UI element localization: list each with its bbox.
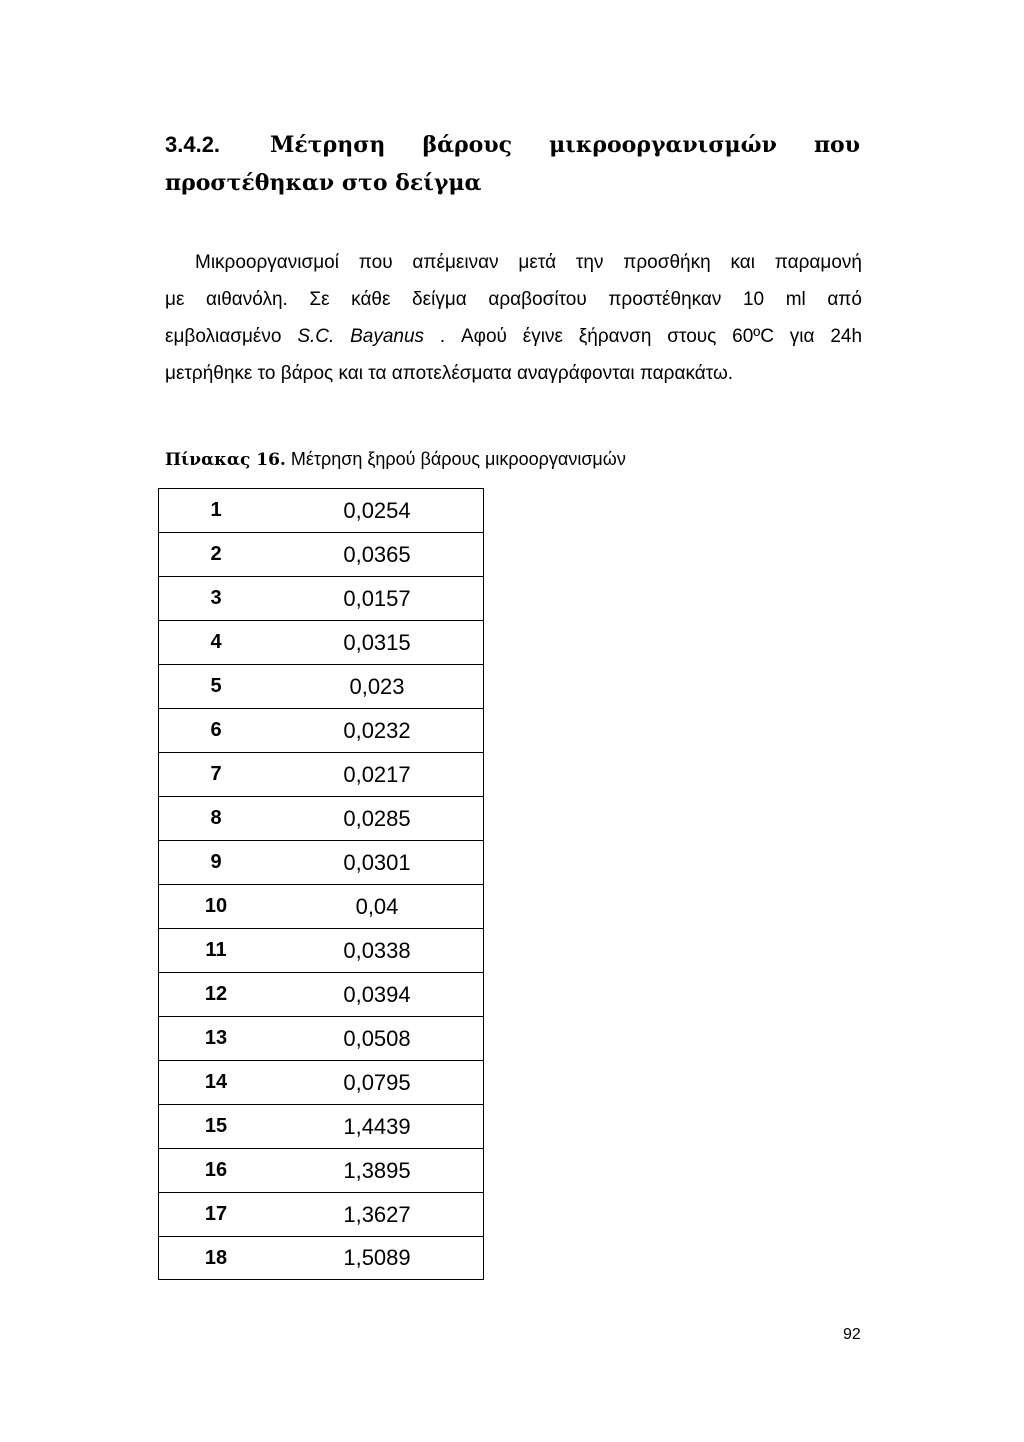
paragraph-line: Μικροοργανισμοί που απέμειναν μετά την προσθήκη και παραμονή — [195, 252, 862, 273]
dry-weight-cell: 1,3627 — [343, 1201, 411, 1227]
table-row — [159, 621, 483, 665]
table-row — [159, 709, 483, 753]
paragraph-text: . Αφού έγινε ξήρανση στους 60ºC για 24h — [439, 326, 863, 347]
sample-number-cell: 4 — [210, 631, 222, 653]
table-caption-text: Μέτρηση ξηρού βάρους μικροοργανισμών — [290, 449, 626, 469]
sample-number-cell: 15 — [204, 1115, 228, 1137]
page-number: 92 — [843, 1326, 861, 1343]
sample-number-cell: 6 — [210, 719, 222, 741]
paragraph-text: εμβολιασμένο — [165, 326, 282, 347]
section-title-line2: προστέθηκαν στο δείγμα — [165, 170, 482, 196]
table-row — [159, 489, 483, 533]
paragraph-line: μετρήθηκε το βάρος και τα αποτελέσματα αναγράφονται παρακάτω. — [165, 363, 734, 384]
table-row — [159, 753, 483, 797]
section-heading — [165, 126, 860, 202]
dry-weight-cell: 0,0365 — [343, 541, 411, 567]
dry-weight-cell: 0,0508 — [343, 1025, 411, 1051]
dry-weight-cell: 0,0285 — [343, 805, 411, 831]
sample-number-cell: 1 — [210, 499, 222, 521]
sample-number-cell: 5 — [210, 675, 222, 697]
dry-weight-cell: 0,0338 — [343, 937, 411, 963]
sample-number-cell: 3 — [210, 587, 222, 609]
sample-number-cell: 18 — [204, 1246, 228, 1269]
sample-number-cell: 10 — [204, 895, 228, 917]
dry-weight-cell: 1,3895 — [343, 1157, 411, 1183]
table-caption-label: Πίνακας 16. — [165, 450, 286, 470]
table-row — [159, 841, 483, 885]
dry-weight-cell: 0,0254 — [343, 497, 411, 523]
paragraph-line: με αιθανόλη. Σε κάθε δείγμα αραβοσίτου προστέθηκαν 10 ml από — [165, 289, 862, 310]
sample-number-cell: 9 — [210, 851, 222, 873]
dry-weight-cell: 0,0232 — [343, 717, 411, 743]
table-row — [159, 577, 483, 621]
body-paragraph — [165, 244, 862, 392]
table-row — [159, 885, 483, 929]
dry-weight-cell: 0,0157 — [343, 585, 411, 611]
table-row — [159, 929, 483, 973]
dry-weight-cell: 0,0394 — [343, 981, 411, 1007]
table-row — [159, 1061, 483, 1105]
sample-number-cell: 8 — [210, 807, 222, 829]
sample-number-cell: 14 — [204, 1071, 228, 1093]
sample-number-cell: 7 — [210, 763, 222, 785]
dry-weight-table — [158, 488, 484, 1280]
dry-weight-cell: 0,0795 — [343, 1069, 411, 1095]
table-caption — [165, 444, 626, 474]
table-row — [159, 533, 483, 577]
species-name: S.C. Bayanus — [297, 326, 425, 347]
sample-number-cell: 12 — [204, 983, 228, 1005]
dry-weight-cell: 0,0301 — [343, 849, 411, 875]
section-number: 3.4.2. — [165, 132, 221, 157]
sample-number-cell: 13 — [204, 1027, 228, 1049]
dry-weight-cell: 1,5089 — [343, 1245, 411, 1270]
dry-weight-cell: 1,4439 — [343, 1113, 411, 1139]
sample-number-cell: 17 — [204, 1203, 228, 1225]
section-title-line1: Μέτρηση βάρους μικροοργανισμών που — [270, 132, 860, 158]
table-row — [159, 1149, 483, 1193]
dry-weight-cell: 0,04 — [355, 893, 399, 919]
table-row — [159, 665, 483, 709]
table-row — [159, 1017, 483, 1061]
table-row — [159, 797, 483, 841]
dry-weight-cell: 0,0315 — [343, 629, 411, 655]
sample-number-cell: 11 — [205, 939, 227, 961]
table-row — [159, 1105, 483, 1149]
section-heading-line1 — [165, 126, 860, 164]
sample-number-cell: 2 — [210, 543, 222, 565]
sample-number-cell: 16 — [204, 1159, 228, 1181]
table-row — [159, 973, 483, 1017]
dry-weight-cell: 0,023 — [349, 673, 405, 699]
table-row — [159, 1193, 483, 1237]
paragraph-line — [165, 318, 862, 355]
table-row — [159, 1237, 483, 1279]
dry-weight-cell: 0,0217 — [343, 761, 411, 787]
